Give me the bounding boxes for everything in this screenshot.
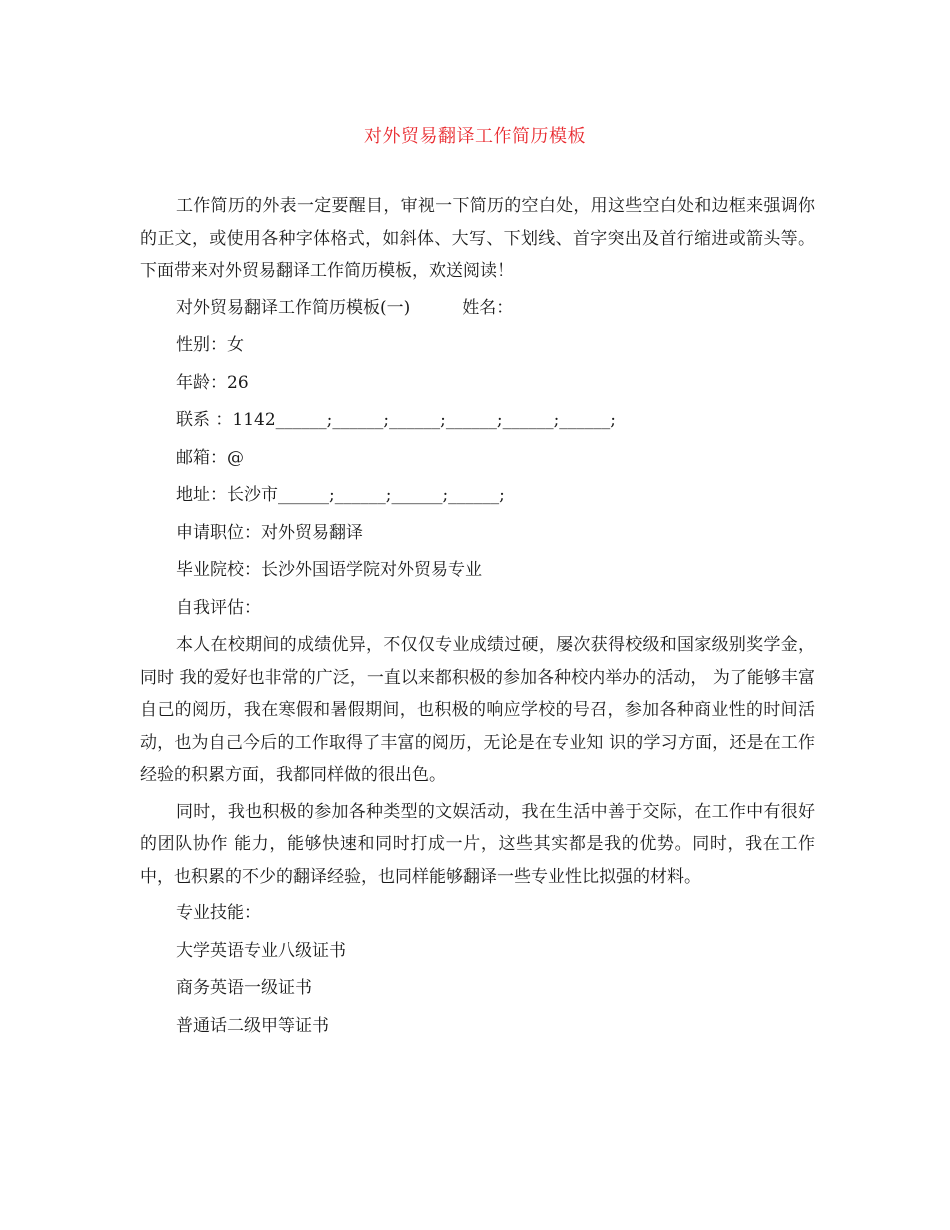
email-line: 邮箱：@ (176, 447, 244, 468)
self-eval-paragraph-1: 本人在校期间的成绩优异，不仅仅专业成绩过硬，屡次获得校级和国家级别奖学金，同时 我的爱好也非常的广泛，一直以来都积极的参加各种校内举办的活动， 为了能够丰富自己的阅历，我在寒假和暑假期间，也积极的响应学校的号召，参加各种商业性的时间活动，也为自己今后的工作取得了丰富的阅历，无论是在专业知 识的学习方面，还是在工作经验的积累方面，我都同样做的很出色。 (140, 635, 815, 785)
skill-item: 普通话二级甲等证书 (176, 1015, 329, 1036)
template-heading-line (140, 292, 815, 325)
school-line: 毕业院校：长沙外国语学院对外贸易专业 (176, 560, 482, 580)
name-label: 姓名： (462, 297, 514, 318)
gender-line: 性别：女 (176, 335, 244, 355)
skill-item: 大学英语专业八级证书 (176, 940, 346, 961)
skills-label: 专业技能： (176, 903, 261, 923)
contact-line: 联系 ：1142______;______;______;______;______;______; (176, 410, 617, 430)
template-heading: 对外贸易翻译工作简历模板(一) (176, 297, 411, 318)
position-line: 申请职位：对外贸易翻译 (176, 522, 363, 543)
self-eval-label: 自我评估： (176, 597, 261, 618)
intro-paragraph: 工作简历的外表一定要醒目，审视一下简历的空白处，用这些空白处和边框来强调你的正文，或使用各种字体格式，如斜体、大写、下划线、首字突出及首行缩进或箭头等。下面带来对外贸易翻译工作简历模板，欢送阅读！ (140, 196, 815, 281)
document-title: 对外贸易翻译工作简历模板 (364, 126, 586, 147)
skill-item: 商务英语一级证书 (176, 978, 312, 998)
age-line: 年龄：26 (176, 372, 249, 393)
self-eval-paragraph-2: 同时，我也积极的参加各种类型的文娱活动，我在生活中善于交际，在工作中有很好的团队协作 能力，能够快速和同时打成一片，这些其实都是我的优势。同时，我在工作中，也积累的不少的翻译经验，也同样能够翻译一些专业性比拟强的材料。 (140, 801, 815, 887)
address-line: 地址：长沙市______;______;______;______; (176, 485, 505, 505)
document-body (140, 190, 815, 1047)
